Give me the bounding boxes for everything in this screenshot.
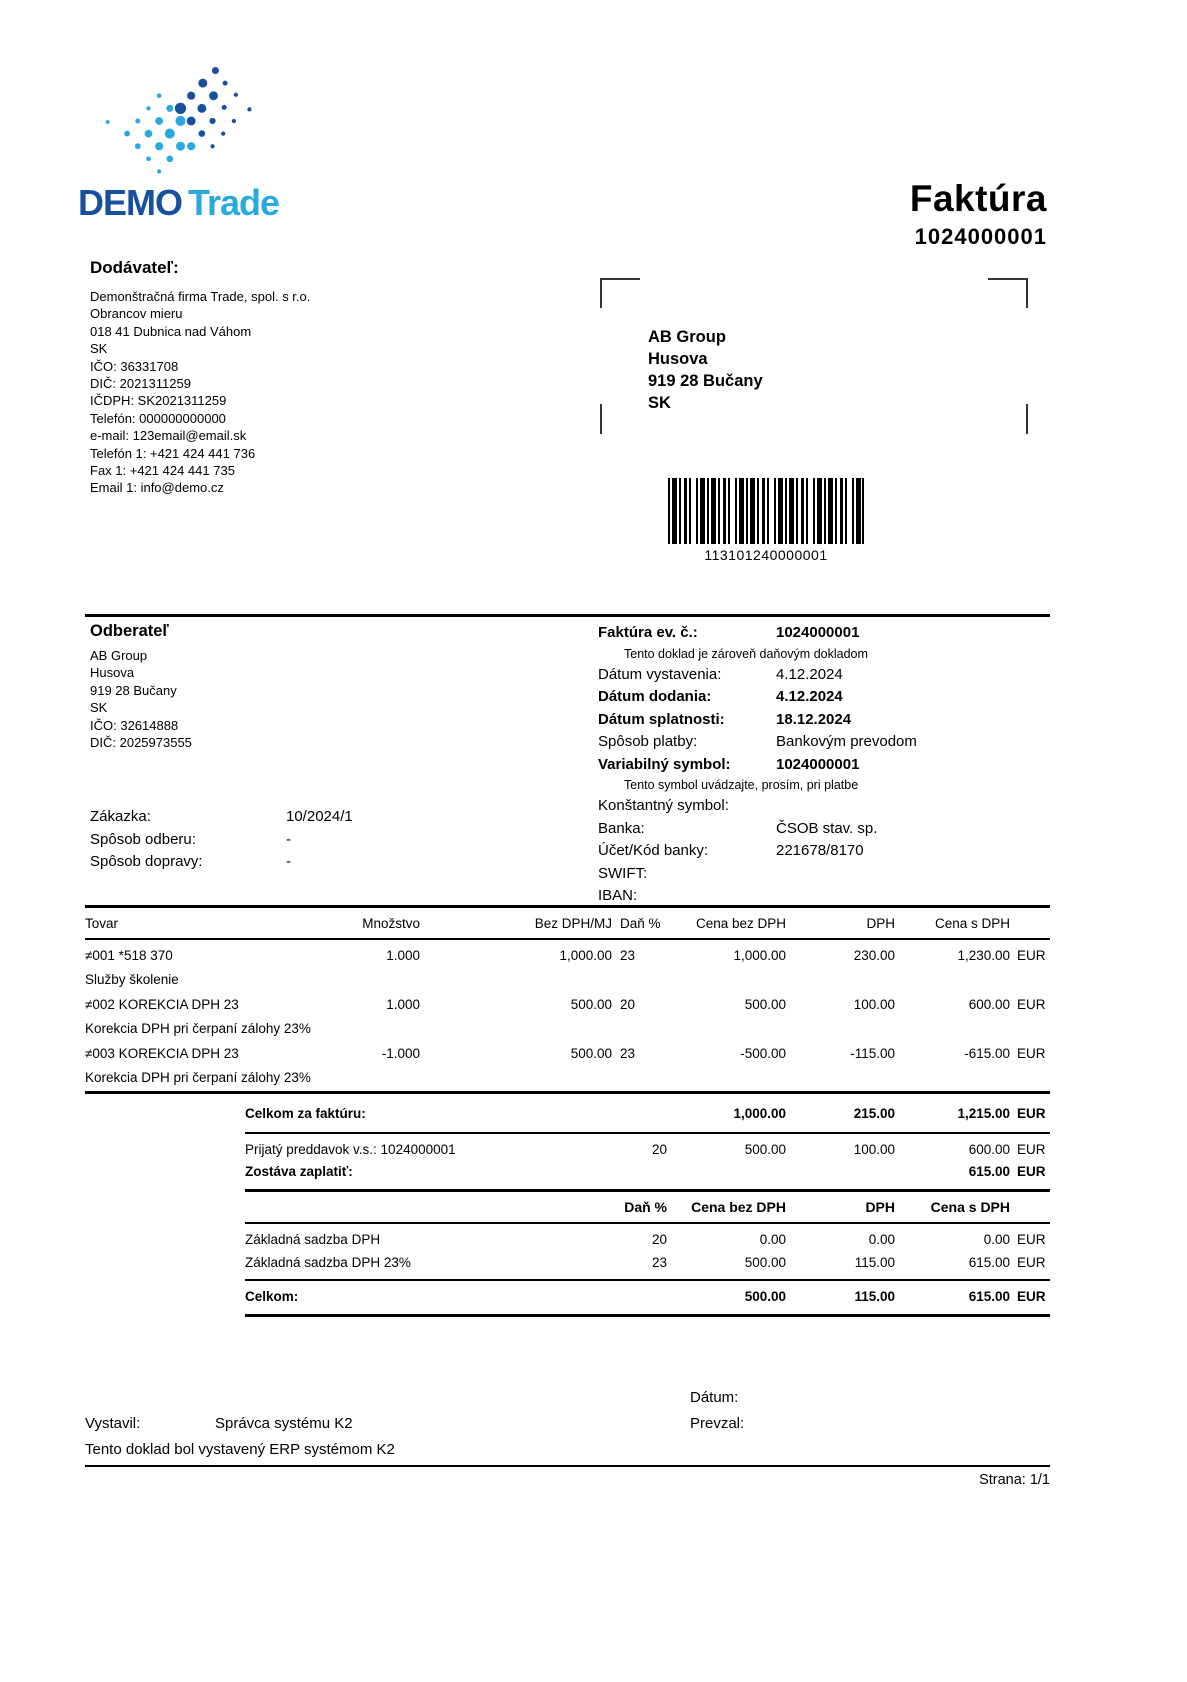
supplier-line: DIČ: 2021311259 [90, 376, 191, 392]
item-vat: 100.00 [853, 997, 895, 1012]
tax-rate-currency: EUR [1017, 1254, 1046, 1270]
payment-symbol-note: Tento symbol uvádzajte, prosím, pri platbe [624, 778, 859, 792]
customer-line: SK [90, 700, 108, 716]
recipient-line: AB Group [648, 328, 726, 346]
supplier-line: Telefón 1: +421 424 441 736 [90, 445, 256, 461]
variable-symbol-label: Variabilný symbol: [598, 755, 731, 773]
delivery-date-value: 4.12.2024 [776, 688, 843, 705]
item-gross: -615.00 [964, 1046, 1010, 1061]
col-header-dph: DPH [866, 916, 895, 931]
document-title: Faktúra [909, 178, 1047, 219]
customer-line: IČO: 32614888 [90, 717, 179, 733]
item-name: ≠003 KOREKCIA DPH 23 [85, 1046, 239, 1061]
footer [85, 1385, 1050, 1488]
window-corner-mark [600, 278, 640, 308]
invoice-no-label: Faktúra ev. č.: [598, 624, 698, 641]
supplier-line: Email 1: info@demo.cz [90, 480, 224, 496]
logo-demo-text: DEMO [78, 182, 182, 223]
tax-rate-tax: 23 [651, 1254, 667, 1270]
issue-date-label: Dátum vystavenia: [598, 665, 722, 683]
customer-heading: Odberateľ [90, 622, 169, 640]
col-header-dan: Daň % [620, 916, 661, 931]
tax-rate-label: Základná sadzba DPH [245, 1232, 381, 1247]
barcode-value: 113101240000001 [704, 547, 828, 563]
item-unit-price: 1,000.00 [559, 948, 612, 963]
item-description-row [85, 1066, 1050, 1089]
item-net: 1,000.00 [733, 948, 786, 963]
pickup-label: Spôsob odberu: [90, 830, 196, 848]
issued-by-label: Vystavil: [85, 1415, 141, 1432]
delivery-date-label: Dátum dodania: [598, 688, 712, 705]
advance-gross: 600.00 [968, 1142, 1010, 1157]
tax-rate-vat: 0.00 [868, 1232, 895, 1247]
tax-header-gross: Cena s DPH [930, 1199, 1010, 1215]
item-tax: 23 [620, 948, 636, 963]
item-description: Služby školenie [85, 972, 179, 987]
bank-label: Banka: [598, 819, 645, 837]
invoice-total-net: 1,000.00 [733, 1106, 786, 1121]
tax-rate-gross: 0.00 [983, 1232, 1010, 1247]
items-table-header [85, 910, 1050, 940]
order-label: Zákazka: [90, 808, 151, 825]
invoice-total-gross: 1,215.00 [957, 1106, 1010, 1121]
item-name: ≠001 *518 370 [85, 948, 173, 963]
swift-label: SWIFT: [598, 864, 648, 882]
tax-rate-label: Základná sadzba DPH 23% [245, 1254, 411, 1270]
tax-rate-row [245, 1229, 1050, 1252]
item-qty: 1.000 [386, 997, 420, 1012]
advance-net: 500.00 [744, 1142, 786, 1157]
item-tax: 20 [620, 997, 636, 1012]
account-label: Účet/Kód banky: [598, 842, 709, 859]
supplier-heading: Dodávateľ: [90, 258, 179, 277]
supplier-line: 018 41 Dubnica nad Váhom [90, 323, 252, 339]
invoice-no-value: 1024000001 [776, 624, 860, 641]
tax-rate-row [245, 1252, 1050, 1275]
item-row [85, 1042, 1050, 1066]
due-date-value: 18.12.2024 [776, 710, 852, 728]
tax-rate-net: 0.00 [759, 1232, 786, 1247]
tax-rate-net: 500.00 [744, 1254, 786, 1270]
advance-label: Prijatý preddavok v.s.: 1024000001 [245, 1142, 456, 1157]
logo-wordmark [78, 182, 279, 224]
window-corner-mark [1026, 404, 1028, 434]
account-value: 221678/8170 [776, 842, 864, 859]
item-vat: 230.00 [853, 948, 895, 963]
pickup-value: - [286, 830, 291, 848]
logo-trade-text: Trade [188, 182, 280, 223]
item-row [85, 944, 1050, 968]
issued-by-value: Správca systému K2 [215, 1415, 353, 1432]
col-header-mnozstvo: Množstvo [362, 916, 420, 931]
iban-label: IBAN: [598, 887, 638, 904]
received-by-label: Prevzal: [690, 1415, 745, 1432]
tax-document-note: Tento doklad je zároveň daňovým dokladom [624, 646, 868, 661]
grand-total-gross: 615.00 [968, 1289, 1010, 1304]
item-description: Korekcia DPH pri čerpaní zálohy 23% [85, 1021, 311, 1036]
invoice-total-label: Celkom za faktúru: [245, 1106, 366, 1121]
order-info [90, 806, 590, 874]
item-net: -500.00 [740, 1046, 786, 1061]
item-unit-price: 500.00 [570, 1046, 612, 1061]
supplier-line: e-mail: 123email@email.sk [90, 428, 247, 444]
grand-total-label: Celkom: [245, 1289, 299, 1304]
to-pay-gross: 615.00 [968, 1164, 1010, 1179]
item-vat: -115.00 [850, 1046, 895, 1061]
constant-symbol-label: Konštantný symbol: [598, 797, 729, 814]
customer-line: Husova [90, 665, 135, 681]
variable-symbol-value: 1024000001 [776, 755, 860, 773]
item-currency: EUR [1017, 1046, 1046, 1061]
postal-address-window [600, 278, 1028, 434]
item-description-row [85, 1017, 1050, 1040]
invoice-total-vat: 215.00 [853, 1106, 895, 1121]
company-logo [78, 60, 279, 224]
erp-note: Tento doklad bol vystavený ERP systémom K2 [85, 1441, 395, 1458]
invoice-number: 1024000001 [914, 224, 1047, 249]
recipient-line: SK [648, 394, 671, 412]
logo-dots-icon [98, 60, 263, 180]
to-pay-label: Zostáva zaplatiť: [245, 1164, 353, 1179]
window-corner-mark [600, 404, 602, 434]
tax-header-vat: DPH [865, 1199, 895, 1215]
supplier-line: Telefón: 000000000000 [90, 410, 226, 426]
invoice-info [598, 622, 1050, 908]
advance-vat: 100.00 [853, 1142, 895, 1157]
recipient-line: Husova [648, 350, 708, 368]
footer-divider [85, 1465, 1050, 1467]
item-net: 500.00 [744, 997, 786, 1012]
grand-total-currency: EUR [1017, 1289, 1046, 1304]
due-date-label: Dátum splatnosti: [598, 710, 725, 728]
item-qty: -1.000 [381, 1046, 420, 1061]
customer-line: AB Group [90, 648, 148, 663]
divider [245, 1314, 1050, 1317]
item-currency: EUR [1017, 997, 1046, 1012]
supplier-line: Obrancov mieru [90, 306, 183, 322]
recipient-line: 919 28 Bučany [648, 372, 763, 390]
bank-value: ČSOB stav. sp. [776, 819, 878, 837]
item-gross: 600.00 [968, 997, 1010, 1012]
supplier-block [90, 258, 570, 497]
item-unit-price: 500.00 [570, 997, 612, 1012]
recipient-address [648, 326, 763, 414]
grand-total-row [245, 1281, 1050, 1314]
advance-row [245, 1134, 1050, 1161]
issue-date-value: 4.12.2024 [776, 665, 843, 683]
window-corner-mark [988, 278, 1028, 308]
item-qty: 1.000 [386, 948, 420, 963]
item-tax: 23 [620, 1046, 636, 1061]
customer-line: DIČ: 2025973555 [90, 735, 192, 751]
to-pay-row [245, 1161, 1050, 1189]
tax-header-net: Cena bez DPH [691, 1199, 786, 1215]
tax-header-dan: Daň % [624, 1199, 667, 1215]
invoice-total-row [245, 1096, 1050, 1132]
totals-block [245, 1096, 1050, 1317]
supplier-line: IČDPH: SK2021311259 [90, 393, 227, 409]
grand-total-net: 500.00 [744, 1289, 786, 1304]
tax-rate-gross: 615.00 [968, 1254, 1010, 1270]
payment-method-value: Bankovým prevodom [776, 733, 917, 750]
col-header-bezdphmj: Bez DPH/MJ [534, 916, 612, 931]
date-label: Dátum: [690, 1389, 739, 1406]
item-description-row [85, 968, 1050, 991]
transport-value: - [286, 853, 291, 870]
transport-label: Spôsob dopravy: [90, 853, 203, 870]
section-divider [85, 614, 1050, 617]
supplier-line: Fax 1: +421 424 441 735 [90, 463, 235, 479]
col-header-cenabezdph: Cena bez DPH [695, 916, 786, 931]
item-name: ≠002 KOREKCIA DPH 23 [85, 997, 239, 1012]
to-pay-currency: EUR [1017, 1164, 1046, 1179]
tax-summary-header [245, 1192, 1050, 1222]
item-currency: EUR [1017, 948, 1046, 963]
barcode-block [666, 478, 866, 563]
tax-rate-currency: EUR [1017, 1232, 1046, 1247]
customer-block [90, 622, 590, 751]
order-value: 10/2024/1 [286, 808, 353, 825]
supplier-line: IČO: 36331708 [90, 358, 179, 374]
customer-line: 919 28 Bučany [90, 682, 177, 698]
invoice-total-currency: EUR [1017, 1106, 1046, 1121]
item-description: Korekcia DPH pri čerpaní zálohy 23% [85, 1070, 311, 1085]
col-header-tovar: Tovar [85, 916, 119, 931]
col-header-cenasdph: Cena s DPH [934, 916, 1010, 931]
item-row [85, 993, 1050, 1017]
advance-tax: 20 [651, 1142, 667, 1157]
payment-method-label: Spôsob platby: [598, 733, 698, 750]
page-indicator: Strana: 1/1 [979, 1472, 1050, 1488]
document-title-block [910, 178, 1047, 250]
tax-rate-vat: 115.00 [854, 1254, 895, 1270]
supplier-line: SK [90, 341, 108, 357]
supplier-line: Demonštračná firma Trade, spol. s r.o. [90, 289, 311, 304]
advance-currency: EUR [1017, 1142, 1046, 1157]
items-table [85, 905, 1050, 1094]
tax-summary-rows [245, 1224, 1050, 1279]
barcode-icon [668, 478, 864, 544]
tax-rate-tax: 20 [651, 1232, 667, 1247]
grand-total-vat: 115.00 [854, 1289, 895, 1304]
item-gross: 1,230.00 [957, 948, 1010, 963]
